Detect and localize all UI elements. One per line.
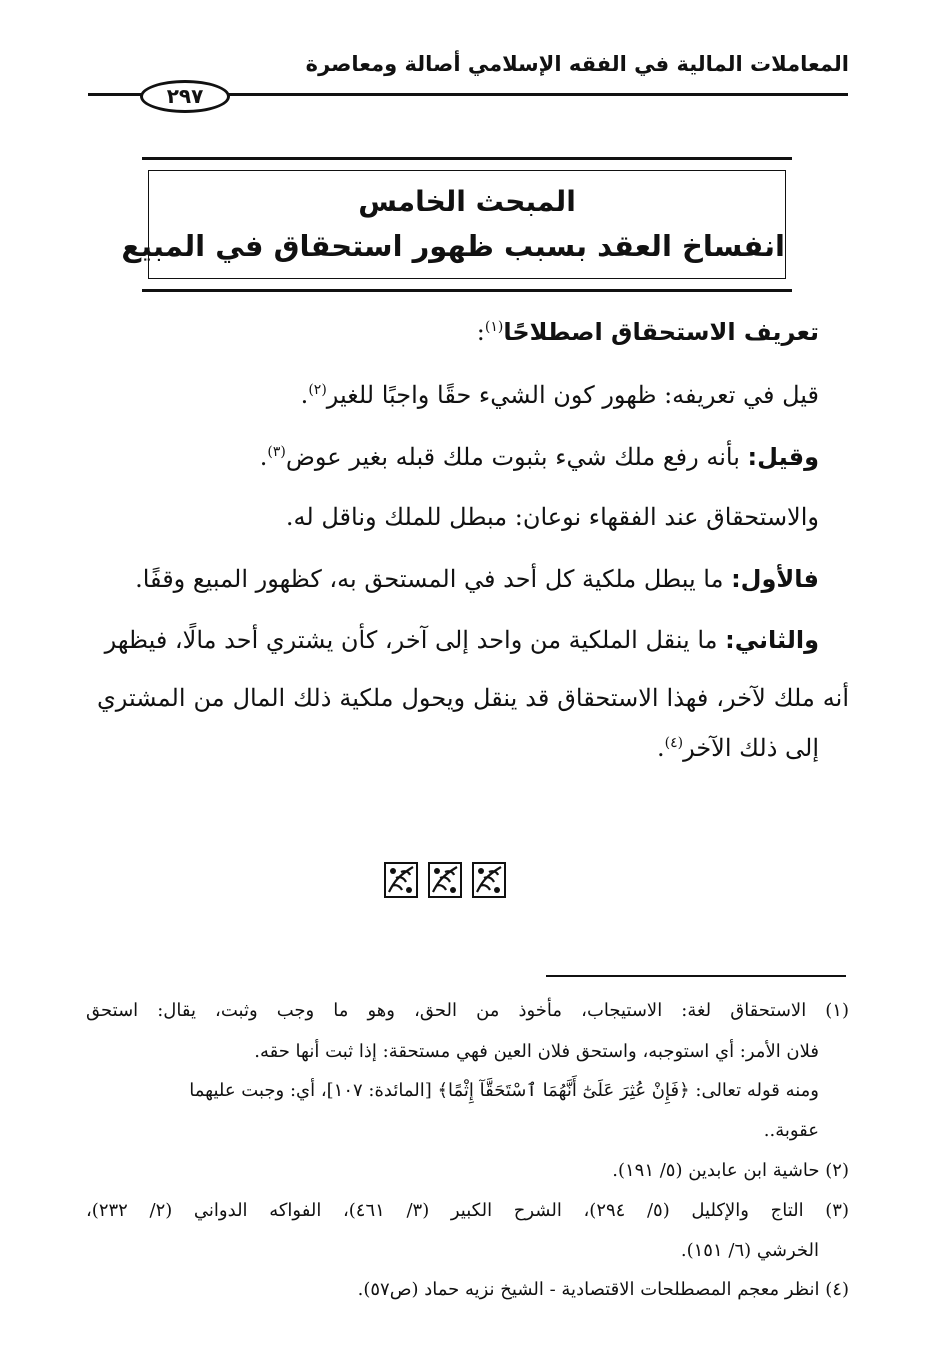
footnote-ref: (٢) [308, 382, 327, 398]
body-line-text: ما يبطل ملكية كل أحد في المستحق به، كظهور المبيع وقفًا. [135, 565, 732, 593]
footnote-line: (١) الاستحقاق لغة: الاستيجاب، مأخوذ من الحق، وهو ما وجب وثبت، يقال: استحق [86, 1000, 849, 1021]
footnote-line: عقوبة.. [763, 1120, 819, 1141]
body-line [477, 318, 819, 346]
footnote-line: فلان الأمر: أي استوجبه، واستحق فلان العين فهي مستحقة: إذا ثبت أنها حقه. [254, 1041, 819, 1062]
section-end-ornament [384, 862, 514, 898]
section-main-title: انفساخ العقد بسبب ظهور استحقاق في المبيع [121, 229, 785, 263]
body-line-text: إلى ذلك الآخر [683, 734, 819, 762]
body-line [105, 626, 819, 654]
footnote-line: (٤) انظر معجم المصطلحات الاقتصادية - الشيخ نزيه حماد (ص٥٧). [357, 1279, 849, 1300]
body-line-text: قيل في تعريفه: ظهور كون الشيء حقًا واجبًا للغير [326, 381, 819, 409]
running-head: المعاملات المالية في الفقه الإسلامي أصالة ومعاصرة [305, 52, 849, 76]
body-line-text: أنه ملك لآخر، فهذا الاستحقاق قد ينقل ويحول ملكية ذلك المال من المشتري [97, 684, 849, 712]
body-line-tail: : [476, 318, 485, 346]
footnote-line: (٣) التاج والإكليل (٥/ ٢٩٤)، الشرح الكبير (٣/ ٤٦١)، الفواكه الدواني (٢/ ٢٣٢)، [86, 1200, 849, 1221]
section-number-title: المبحث الخامس [358, 185, 576, 218]
body-line-tail: . [300, 381, 309, 409]
body-line [657, 734, 819, 762]
floral-ornament-icon [384, 862, 418, 898]
body-line [301, 381, 819, 409]
footnote-line: الخرشي (٦/ ١٥١). [680, 1240, 819, 1261]
footnote-line: ومنه قوله تعالى: ﴿فَإِنْ عُثِرَ عَلَىٰٓ أَنَّهُمَا ٱسْتَحَقَّآ إِثْمًا﴾ [المائدة: ١٠٧]، أي: وجبت عليهما [189, 1080, 819, 1101]
body-line-lead: وقيل: [747, 443, 819, 471]
body-line-text: والاستحقاق عند الفقهاء نوعان: مبطل للملك وناقل له. [285, 503, 819, 531]
footnote-ref: (٤) [664, 735, 684, 751]
footnote-ref: (٣) [267, 444, 286, 460]
body-line-text: بأنه رفع ملك شيء بثبوت ملك قبله بغير عوض [285, 443, 748, 471]
floral-ornament-icon [428, 862, 462, 898]
body-line-lead: والثاني: [725, 626, 819, 654]
body-line [97, 684, 849, 712]
page-number: ٢٩٧ [140, 80, 230, 113]
floral-ornament-icon [472, 862, 506, 898]
body-line-tail: . [259, 443, 268, 471]
footnote-separator [546, 975, 846, 977]
body-line-tail: . [656, 734, 665, 762]
section-title-box [121, 157, 792, 292]
footnote-ref: (١) [484, 319, 504, 335]
body-line-text: ما ينقل الملكية من واحد إلى آخر، كأن يشتري أحد مالًا، فيظهر [104, 626, 726, 654]
body-line [135, 565, 819, 593]
section-title-frame [121, 170, 786, 279]
body-line-lead: فالأول: [731, 565, 819, 593]
body-line-lead: تعريف الاستحقاق اصطلاحًا [503, 318, 819, 346]
body-line [260, 443, 819, 471]
body-line [286, 503, 819, 531]
footnote-line: (٢) حاشية ابن عابدين (٥/ ١٩١). [612, 1160, 849, 1181]
